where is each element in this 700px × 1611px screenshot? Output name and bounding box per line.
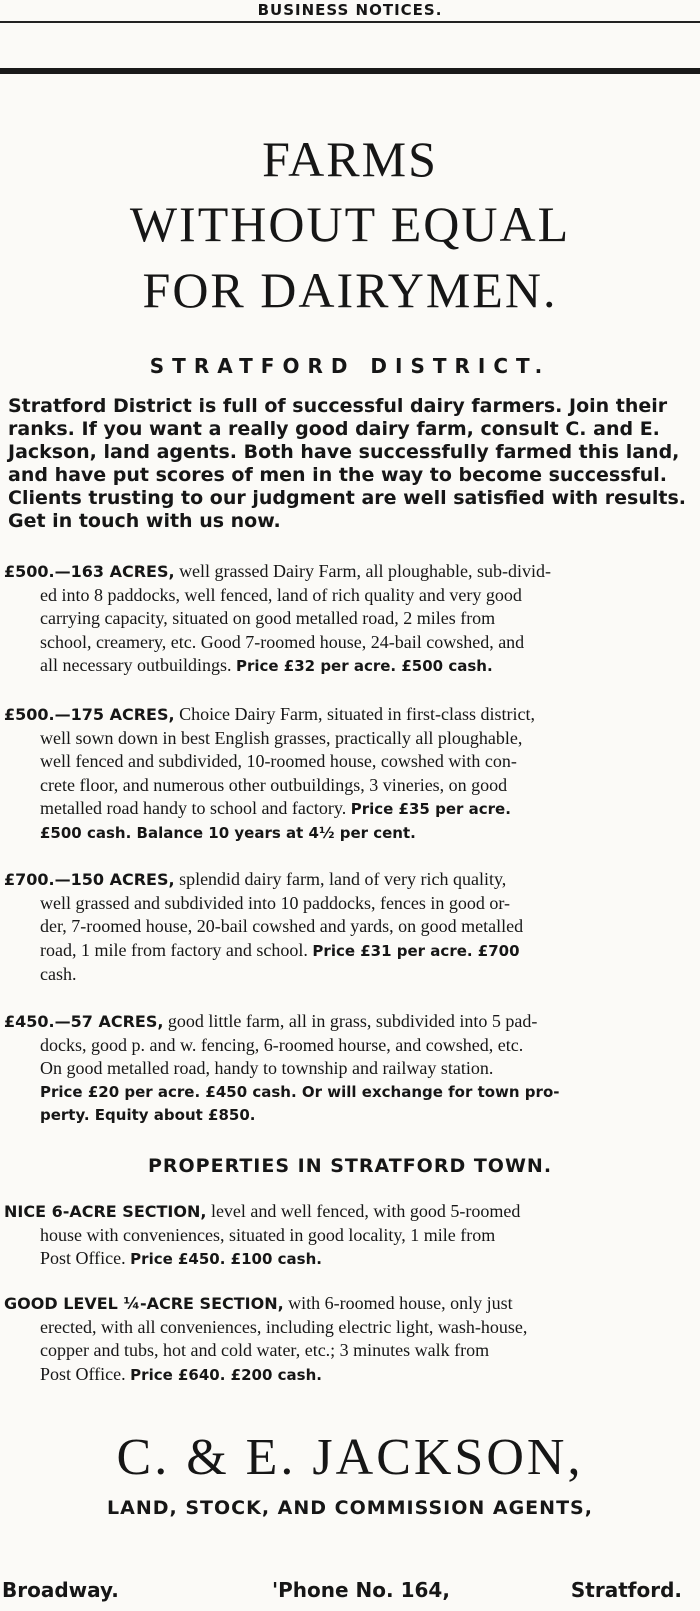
listing-text: cash.	[40, 964, 77, 984]
listing-text: well grassed and subdivided into 10 paddocks, fences in good or-	[40, 892, 511, 913]
firm-tagline: LAND, STOCK, AND COMMISSION AGENTS,	[107, 1497, 593, 1519]
listing-lead: £500.—175 ACRES,	[4, 705, 175, 724]
listing-terms: perty. Equity about £850.	[40, 1106, 256, 1124]
section-rule	[0, 68, 700, 74]
town-heading: PROPERTIES IN STRATFORD TOWN.	[147, 1155, 553, 1177]
listing-price: Price £31 per acre. £700	[312, 941, 520, 960]
listing-price: Price £32 per acre. £500 cash.	[235, 657, 493, 675]
listing-text: erected, with all conveniences, including electric light, wash-house,	[40, 1316, 528, 1337]
farm-listing-163-acres	[4, 560, 696, 679]
listing-text: level and well fenced, with good 5-roomed	[206, 1201, 521, 1221]
listing-text: well grassed Dairy Farm, all ploughable, sub-divid-	[174, 561, 551, 581]
listing-text: copper and tubs, hot and cold water, etc.; 3 minutes walk from	[40, 1340, 490, 1360]
listing-text: docks, good p. and w. fencing, 6-roomed hourse, and cowshed, etc.	[40, 1034, 524, 1055]
headline-line-3: FOR DAIRYMEN.	[142, 262, 558, 318]
listing-text: well fenced and subdivided, 10-roomed house, cowshed with con-	[40, 751, 517, 771]
intro-paragraph: Stratford District is full of successful dairy farmers. Join their ranks. If you want a really good dairy farm, consult C. and E. Jackson, land agents. Both have successfully farmed this land, and have put scores of men in the way to become successful. Clients trusting to our judgment are well satisfied with results. Get in touch with us now.	[8, 395, 686, 532]
listing-text: On good metalled road, handy to township and railway station.	[40, 1058, 494, 1078]
farm-listing-150-acres	[4, 868, 696, 987]
address-phone: 'Phone No. 164,	[272, 1578, 450, 1602]
listing-price: Price £640. £200 cash.	[130, 1365, 322, 1384]
district-heading: STRATFORD DISTRICT.	[149, 354, 551, 378]
listing-text: splendid dairy farm, land of very rich quality,	[174, 869, 507, 889]
listing-lead: NICE 6-ACRE SECTION,	[4, 1202, 207, 1221]
address-street: Broadway.	[2, 1578, 119, 1602]
listing-text: Post Office.	[40, 1248, 131, 1268]
listing-text: Choice Dairy Farm, situated in first-class district,	[174, 704, 535, 724]
listing-price: Price £450. £100 cash.	[130, 1250, 322, 1268]
address-town: Stratford.	[570, 1578, 682, 1602]
header-rule	[0, 21, 700, 23]
farm-listing-57-acres	[4, 1010, 696, 1128]
farm-listing-175-acres	[4, 703, 696, 845]
listing-price: Price £35 per acre.	[350, 800, 511, 818]
town-listing-quarter-acre	[4, 1292, 696, 1387]
listing-text: house with conveniences, situated in good locality, 1 mile from	[40, 1224, 496, 1245]
headline-line-1: FARMS	[262, 131, 438, 187]
listing-text: with 6-roomed house, only just	[283, 1293, 513, 1313]
town-listing-6-acre	[4, 1200, 696, 1272]
listing-text: carrying capacity, situated on good metalled road, 2 miles from	[40, 608, 496, 628]
listing-terms: £500 cash. Balance 10 years at 4½ per cent.	[40, 823, 416, 842]
listing-lead: £700.—150 ACRES,	[4, 870, 175, 889]
listing-text: crete floor, and numerous other outbuildings, 3 vineries, on good	[40, 774, 508, 795]
listing-text: metalled road handy to school and factory.	[40, 798, 351, 818]
listing-text: good little farm, all in grass, subdivided into 5 pad-	[163, 1011, 538, 1031]
listing-lead: £500.—163 ACRES,	[4, 562, 175, 581]
listing-text: all necessary outbuildings.	[40, 655, 236, 675]
listing-lead: GOOD LEVEL ¼-ACRE SECTION,	[4, 1294, 284, 1313]
listing-text: Post Office.	[40, 1363, 131, 1384]
running-head: BUSINESS NOTICES.	[257, 1, 443, 19]
listing-text: well sown down in best English grasses, practically all ploughable,	[40, 727, 523, 748]
address-line	[0, 1575, 700, 1605]
firm-name: C. & E. JACKSON,	[116, 1429, 584, 1486]
listing-text: school, creamery, etc. Good 7-roomed house, 24-bail cowshed, and	[40, 631, 525, 652]
listing-text: der, 7-roomed house, 20-bail cowshed and yards, on good metalled	[40, 916, 524, 936]
headline-line-2: WITHOUT EQUAL	[129, 196, 571, 252]
listing-text: road, 1 mile from factory and school.	[40, 939, 313, 960]
listing-lead: £450.—57 ACRES,	[4, 1012, 164, 1031]
listing-text: ed into 8 paddocks, well fenced, land of rich quality and very good	[40, 584, 522, 605]
listing-price: Price £20 per acre. £450 cash. Or will exchange for town pro-	[40, 1082, 560, 1101]
